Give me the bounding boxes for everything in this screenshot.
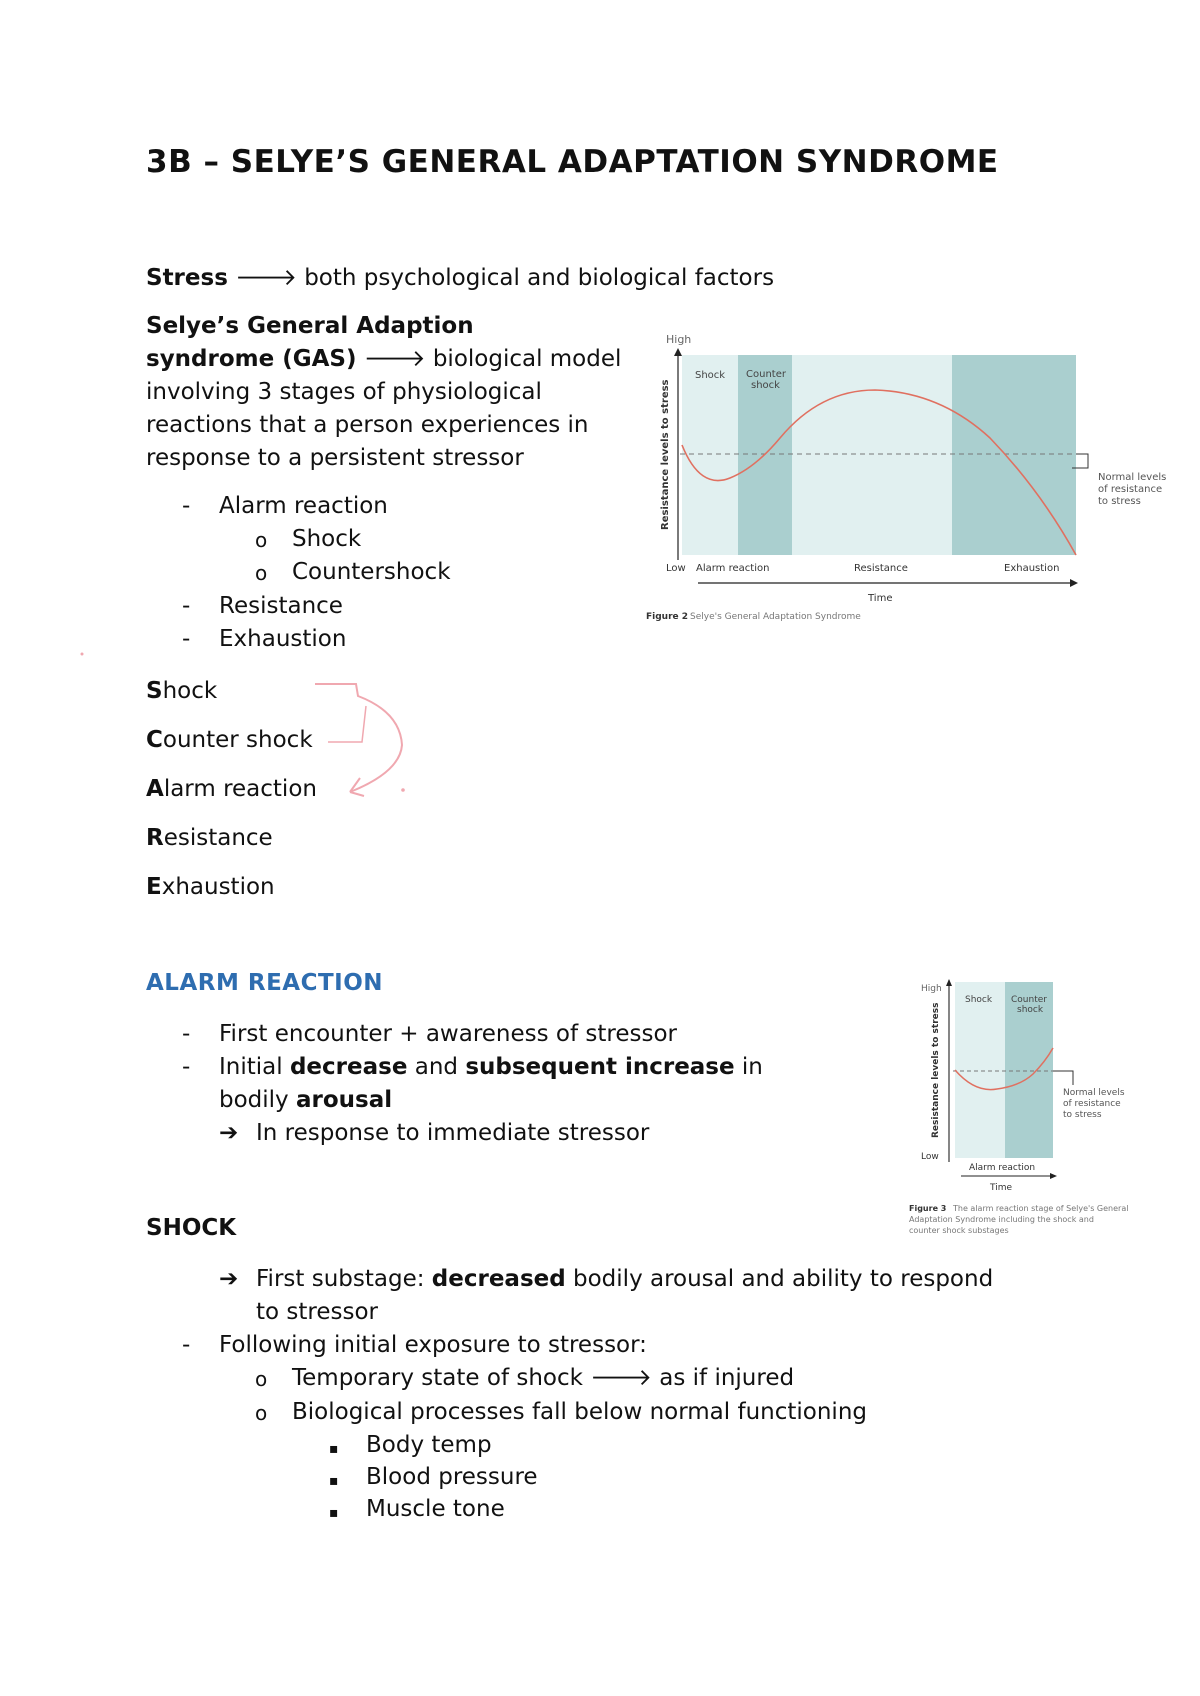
- shock-heading: SHOCK: [146, 1215, 237, 1241]
- alarm-bullet-1: First encounter + awareness of stressor: [219, 1021, 678, 1047]
- shock-item: Body temp: [366, 1432, 492, 1458]
- square-bullet: ▪: [329, 1505, 339, 1521]
- mnemonic-rest: ounter shock: [162, 727, 313, 753]
- fig3-caption-l1: The alarm reaction stage of Selye's General: [953, 1204, 1129, 1213]
- arrow-icon: ➔: [219, 1120, 239, 1146]
- fig2-high-label: High: [666, 333, 692, 346]
- alarm-b2-bold2: subsequent increase: [465, 1054, 735, 1080]
- handwritten-arrow-icon: [60, 640, 420, 820]
- alarm-b2-line2-pre: bodily: [219, 1087, 296, 1113]
- arrow-icon: 🡒: [590, 1365, 652, 1391]
- fig3-x-arrow-icon: [1050, 1173, 1057, 1179]
- shock-item: Blood pressure: [366, 1464, 538, 1490]
- arrow-icon: 🡒: [363, 346, 426, 372]
- stage-shock: Shock: [292, 526, 362, 552]
- shock-first-pre: First substage:: [256, 1266, 432, 1292]
- fig2-band-shock: Shock: [695, 370, 726, 381]
- fig3-shock-band: [955, 982, 1005, 1158]
- fig2-y-arrow-icon: [674, 348, 682, 356]
- fig3-normal1: Normal levels: [1063, 1088, 1125, 1098]
- fig3-band-shock: Shock: [965, 995, 993, 1005]
- gas-line4: reactions that a person experiences in: [146, 412, 589, 438]
- fig3-band-counter2: shock: [1017, 1005, 1044, 1015]
- stage-countershock: Countershock: [292, 559, 451, 585]
- arrow-icon: ➔: [219, 1266, 239, 1292]
- mnemonic-initial: E: [146, 874, 162, 900]
- fig2-band-counter2: shock: [751, 380, 780, 391]
- fig3-caption-num: Figure 3: [909, 1204, 947, 1213]
- shock-item: Muscle tone: [366, 1496, 505, 1522]
- fig3-caption-l2: Adaptation Syndrome including the shock and: [909, 1215, 1094, 1224]
- circle-bullet: o: [255, 561, 268, 585]
- fig3-xlabel: Time: [990, 1183, 1013, 1193]
- stage-list: [0, 490, 640, 660]
- mnemonic-rest: larm reaction: [163, 776, 317, 802]
- fig3-high-label: High: [921, 984, 942, 994]
- dash-bullet: -: [182, 1021, 191, 1047]
- shock-o1: [292, 1362, 794, 1395]
- fig2-normal2: of resistance: [1098, 484, 1163, 495]
- shock-first-substage: [256, 1263, 993, 1296]
- mnemonic-initial: S: [146, 678, 163, 704]
- mnemonic-rest: xhaustion: [161, 874, 275, 900]
- fig2-normal3: to stress: [1098, 496, 1141, 507]
- gas-line2-rest: biological model: [425, 346, 622, 372]
- mnemonic-item: [146, 822, 317, 871]
- mnemonic-initial: A: [146, 776, 164, 802]
- fig2-xlabel: Time: [868, 593, 893, 604]
- shock-list: [0, 1263, 1100, 1533]
- fig2-caption-num: Figure 2: [646, 612, 689, 622]
- dash-bullet: -: [182, 1332, 191, 1358]
- fig3-stage-alarm: Alarm reaction: [969, 1163, 1036, 1173]
- alarm-sub: In response to immediate stressor: [256, 1120, 650, 1146]
- dash-bullet: -: [182, 1054, 191, 1080]
- shock-o1-post: as if injured: [651, 1365, 795, 1391]
- fig2-stage-resistance: Resistance: [854, 563, 908, 574]
- alarm-b2-mid: and: [407, 1054, 466, 1080]
- stress-definition: [146, 262, 774, 295]
- stress-text: both psychological and biological factors: [296, 265, 775, 291]
- shock-first-line2: to stressor: [256, 1299, 378, 1325]
- fig3-ylabel: Resistance levels to stress: [931, 1002, 941, 1138]
- fig2-caption-text: Selye's General Adaptation Syndrome: [690, 612, 861, 622]
- dash-bullet: -: [182, 626, 191, 652]
- fig3-normal2: of resistance: [1063, 1099, 1121, 1109]
- shock-o2: Biological processes fall below normal functioning: [292, 1399, 867, 1425]
- shock-following: Following initial exposure to stressor:: [219, 1332, 647, 1358]
- gas-term-line2: syndrome (GAS): [146, 346, 357, 372]
- gas-line5: response to a persistent stressor: [146, 445, 524, 471]
- dash-bullet: -: [182, 593, 191, 619]
- fig3-low-label: Low: [921, 1152, 939, 1162]
- stage-exhaustion: Exhaustion: [219, 626, 347, 652]
- gas-line2: [146, 343, 621, 376]
- square-bullet: ▪: [329, 1441, 339, 1457]
- circle-bullet: o: [255, 1401, 268, 1425]
- fig3-caption-l3: counter shock substages: [909, 1226, 1009, 1235]
- mnemonic-rest: esistance: [163, 825, 273, 851]
- circle-bullet: o: [255, 1367, 268, 1391]
- alarm-b2-pre: Initial: [219, 1054, 290, 1080]
- mnemonic-initial: R: [146, 825, 164, 851]
- shock-first-bold: decreased: [431, 1266, 566, 1292]
- alarm-bullet-2: [219, 1051, 763, 1084]
- fig3-y-arrow-icon: [946, 979, 952, 986]
- figure-3-alarm-diagram: [905, 978, 1145, 1243]
- alarm-heading: ALARM REACTION: [146, 970, 384, 996]
- fig2-x-arrow-icon: [1070, 579, 1078, 587]
- shock-o1-pre: Temporary state of shock: [292, 1365, 591, 1391]
- mnemonic-rest: hock: [162, 678, 218, 704]
- fig3-band-counter: Counter: [1011, 995, 1047, 1005]
- fig2-normal1: Normal levels: [1098, 472, 1167, 483]
- fig2-band-counter: Counter: [746, 369, 786, 380]
- alarm-bullet-2-line2: [219, 1084, 392, 1117]
- fig2-ylabel: Resistance levels to stress: [660, 379, 671, 530]
- circle-bullet: o: [255, 528, 268, 552]
- alarm-list: [0, 1018, 860, 1148]
- stage-alarm: Alarm reaction: [219, 493, 388, 519]
- fig2-shock-band: [682, 355, 738, 555]
- stress-term: Stress: [146, 265, 228, 291]
- gas-definition: [146, 310, 621, 475]
- alarm-b2-line2-bold: arousal: [295, 1087, 393, 1113]
- gas-term-line1: Selye’s General Adaption: [146, 313, 474, 339]
- page-title: 3B – SELYE’S GENERAL ADAPTATION SYNDROME: [146, 144, 999, 180]
- stage-resistance: Resistance: [219, 593, 343, 619]
- fig3-normal3: to stress: [1063, 1110, 1102, 1120]
- alarm-b2-post: in: [734, 1054, 763, 1080]
- fig2-resistance-band: [792, 355, 952, 555]
- fig2-stage-exhaustion: Exhaustion: [1004, 563, 1060, 574]
- shock-first-post: bodily arousal and ability to respond: [565, 1266, 994, 1292]
- gas-line3: involving 3 stages of physiological: [146, 379, 542, 405]
- square-bullet: ▪: [329, 1473, 339, 1489]
- mnemonic-initial: C: [146, 727, 163, 753]
- figure-2-gas-diagram: [640, 330, 1180, 630]
- fig2-low-label: Low: [666, 563, 686, 574]
- alarm-b2-bold1: decrease: [289, 1054, 408, 1080]
- dash-bullet: -: [182, 493, 191, 519]
- arrow-icon: 🡒: [235, 265, 297, 291]
- mnemonic-item: [146, 871, 317, 920]
- fig2-stage-alarm: Alarm reaction: [696, 563, 770, 574]
- fig3-normal-bracket: [1053, 1071, 1073, 1085]
